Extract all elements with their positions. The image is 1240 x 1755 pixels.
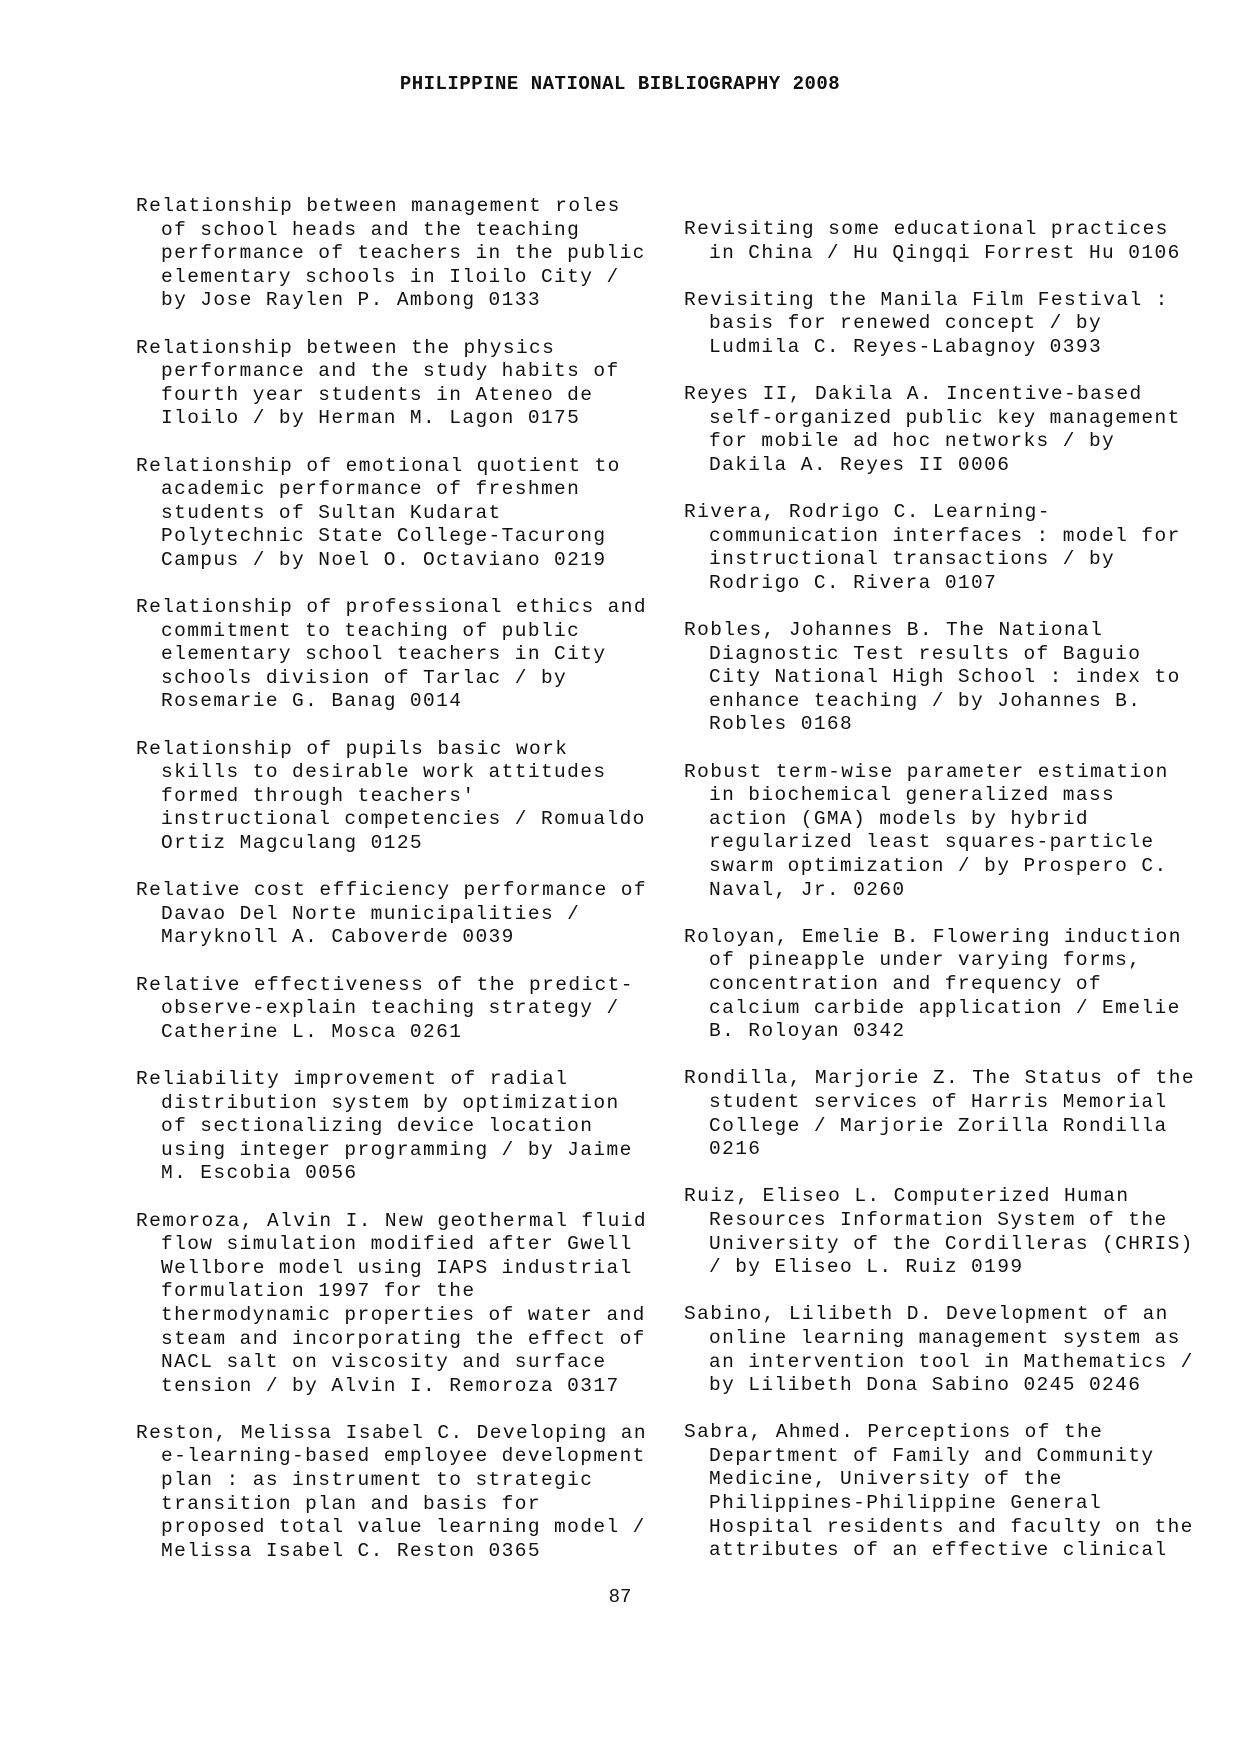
bibliography-entry: Sabra, Ahmed. Perceptions of the Department of Family and Community Medicine, University of the Philippines-Philippine General Hospital residents and faculty on the attributes of an effective clinical [684, 1421, 1194, 1562]
bibliography-entry: Relationship of professional ethics and commitment to teaching of public elementary school teachers in City schools division of Tarlac / by Rosemarie G. Banag 0014 [136, 596, 647, 713]
bibliography-entry: Relationship between management roles of school heads and the teaching performance of teachers in the public elementary schools in Iloilo City / by Jose Raylen P. Ambong 0133 [136, 195, 646, 312]
bibliography-entry: Robust term-wise parameter estimation in biochemical generalized mass action (GMA) models by hybrid regularized least squares-particle swarm optimization / by Prospero C. Naval, Jr. 0260 [684, 760, 1169, 901]
bibliography-entry: Relative effectiveness of the predict-observe-explain teaching strategy / Catherine L. Mosca 0261 [136, 973, 634, 1043]
bibliography-entry: Reston, Melissa Isabel C. Developing an e-learning-based employee development plan : as instrument to strategic transition plan and basis for proposed total value learning model / Melissa Isabel C. Reston 0365 [136, 1421, 647, 1562]
bibliography-entry: Ruiz, Eliseo L. Computerized Human Resources Information System of the University of the Cordilleras (CHRIS) / by Eliseo L. Ruiz 0199 [684, 1185, 1194, 1279]
bibliography-entry: Revisiting the Manila Film Festival : basis for renewed concept / by Ludmila C. Reyes-Labagnoy 0393 [684, 288, 1169, 358]
bibliography-entry: Rondilla, Marjorie Z. The Status of the student services of Harris Memorial College / Marjorie Zorilla Rondilla 0216 [684, 1067, 1195, 1161]
bibliography-entry: Relationship of pupils basic work skills to desirable work attitudes formed through teachers' instructional competencies / Romualdo Ortiz Magculang 0125 [136, 737, 646, 855]
bibliography-entry: Sabino, Lilibeth D. Development of an online learning management system as an intervention tool in Mathematics / by Lilibeth Dona Sabino 0245 0246 [684, 1303, 1194, 1397]
bibliography-entry: Roloyan, Emelie B. Flowering induction of pineapple under varying forms, concentration and frequency of calcium carbide application / Emelie B. Roloyan 0342 [684, 925, 1182, 1043]
bibliography-entry: Robles, Johannes B. The National Diagnostic Test results of Baguio City National High School : index to enhance teaching / by Johannes B. Robles 0168 [684, 619, 1181, 736]
bibliography-entry: Relationship of emotional quotient to academic performance of freshmen students of Sultan Kudarat Polytechnic State College-Tacurong Campus / by Noel O. Octaviano 0219 [136, 454, 621, 571]
page-header: PHILIPPINE NATIONAL BIBLIOGRAPHY 2008 [399, 73, 841, 95]
bibliography-entry: Reyes II, Dakila A. Incentive-based self-organized public key management for mobile ad hoc networks / by Dakila A. Reyes II 0006 [684, 383, 1181, 476]
bibliography-entry: Reliability improvement of radial distribution system by optimization of sectionalizing device location using integer programming / by Jaime M. Escobia 0056 [136, 1067, 633, 1185]
left-column [136, 195, 656, 1587]
bibliography-entry: Rivera, Rodrigo C. Learning-communication interfaces : model for instructional transactions / by Rodrigo C. Rivera 0107 [684, 501, 1181, 594]
bibliography-entry: Relative cost efficiency performance of Davao Del Norte municipalities / Maryknoll A. Caboverde 0039 [136, 879, 647, 949]
bibliography-entry: Remoroza, Alvin I. New geothermal fluid flow simulation modified after Gwell Wellbore model using IAPS industrial formulation 1997 for the thermodynamic properties of water and steam and incorporating the effect of NACL salt on viscosity and surface tension / by Alvin I. Remoroza 0317 [136, 1209, 647, 1397]
bibliography-entry: Relationship between the physics performance and the study habits of fourth year students in Ateneo de Iloilo / by Herman M. Lagon 0175 [136, 336, 620, 430]
page-number: 87 [608, 1586, 632, 1608]
right-column [684, 218, 1204, 1586]
bibliography-entry: Revisiting some educational practices in China / Hu Qingqi Forrest Hu 0106 [684, 218, 1181, 264]
